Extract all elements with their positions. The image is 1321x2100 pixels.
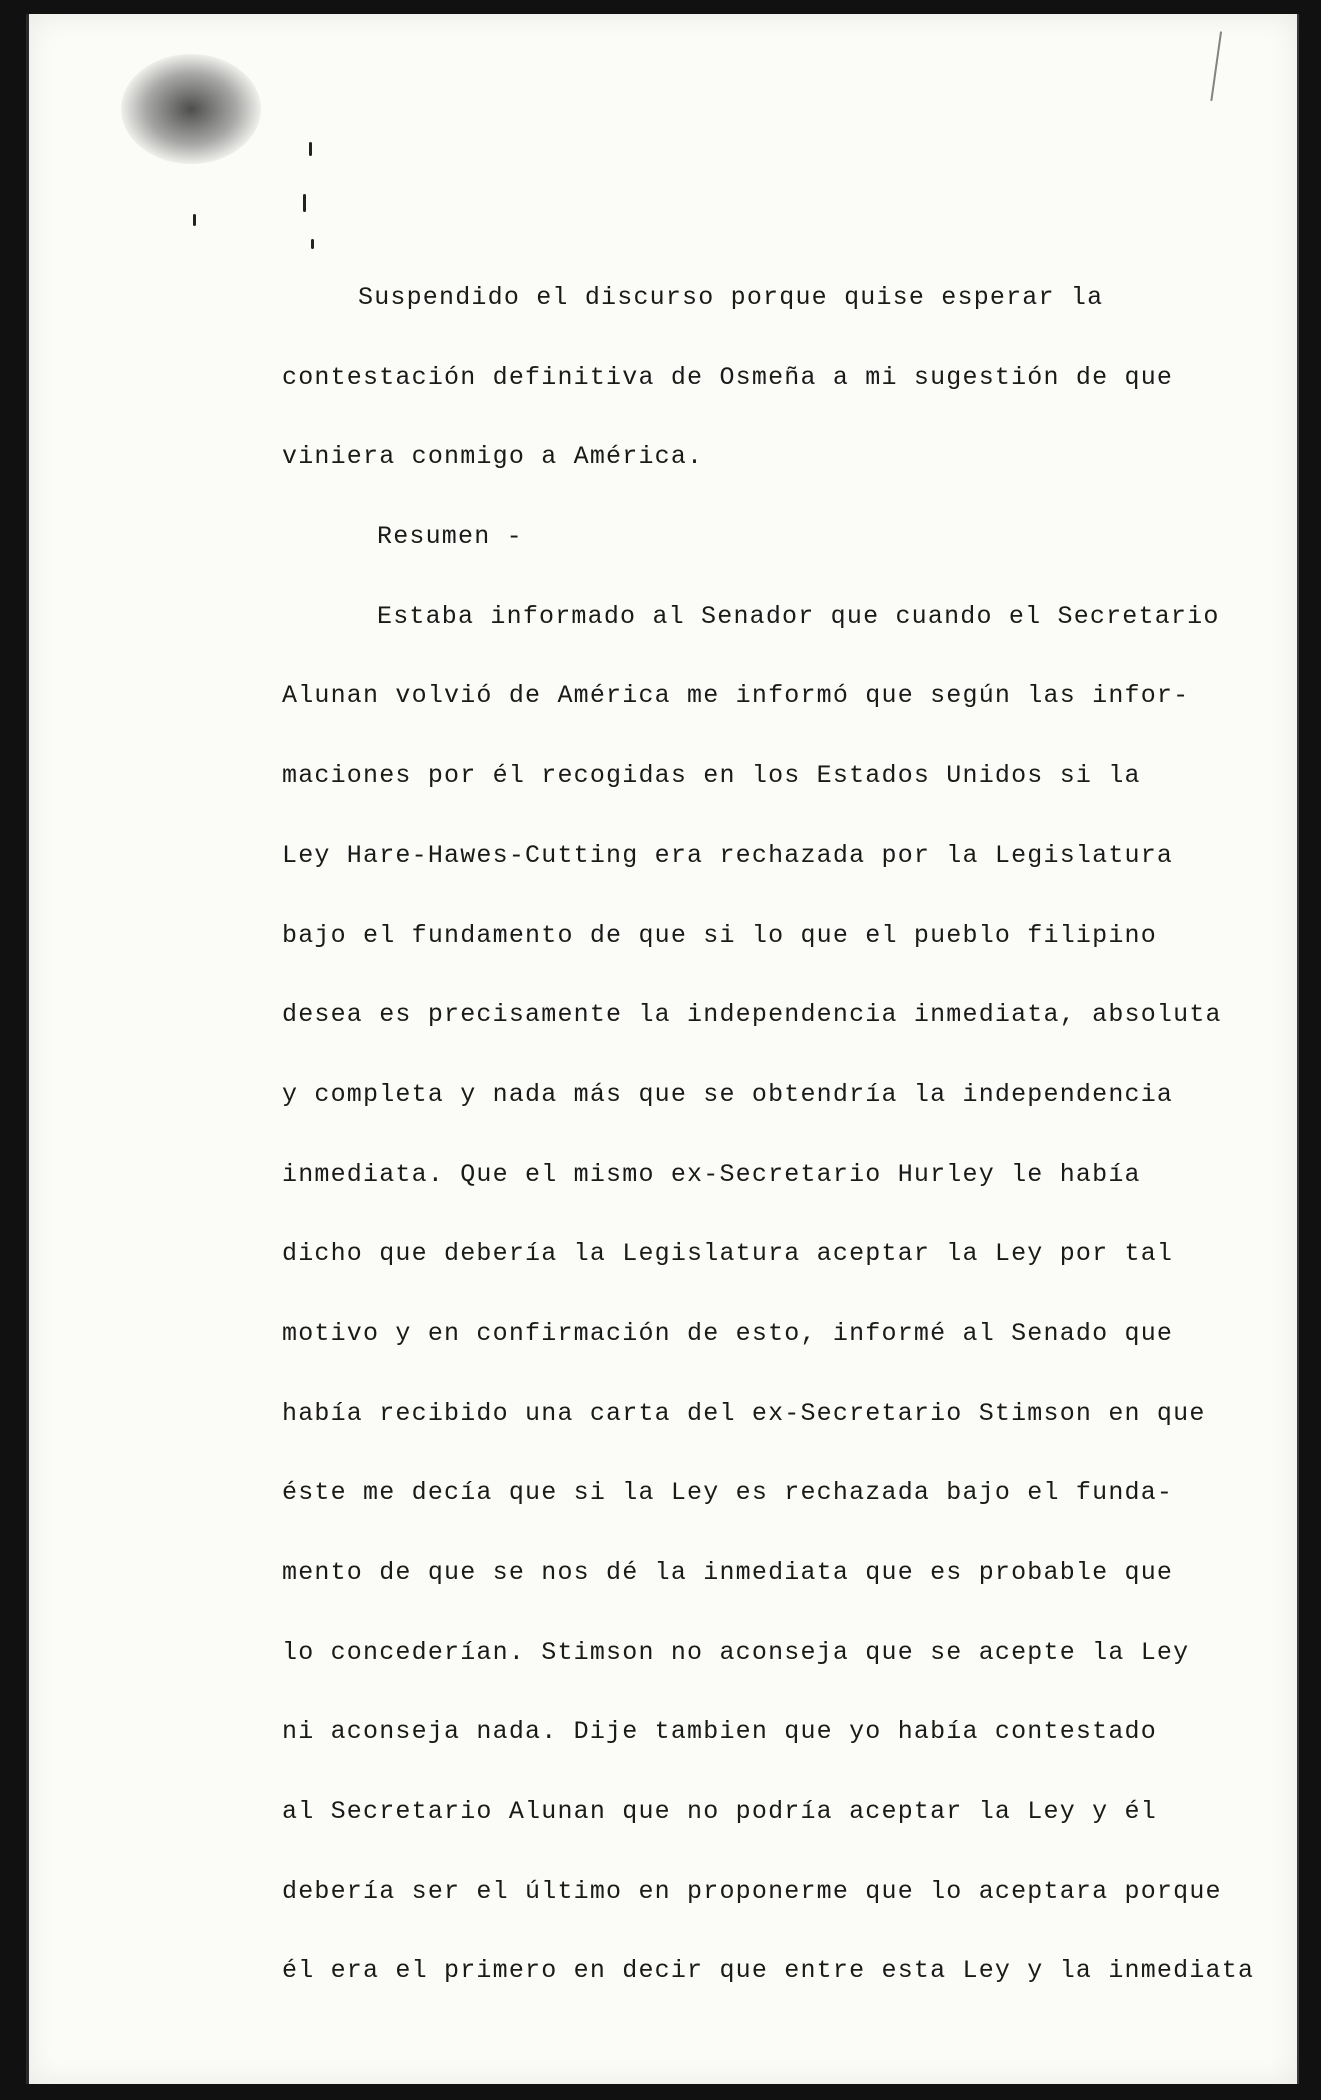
margin-mark: [303, 194, 306, 212]
text-line: Suspendido el discurso porque quise esperar la: [358, 283, 1104, 312]
text-line: al Secretario Alunan que no podría aceptar la Ley y él: [282, 1797, 1157, 1827]
margin-mark: [193, 214, 196, 226]
text-line: bajo el fundamento de que si lo que el pueblo filipino: [282, 920, 1157, 950]
text-line: ni aconseja nada. Dije tambien que yo había contestado: [282, 1717, 1157, 1747]
text-line: él era el primero en decir que entre esta Ley y la inmediata: [282, 1956, 1255, 1986]
text-line: y completa y nada más que se obtendría la independencia: [282, 1079, 1174, 1109]
margin-mark: [309, 142, 312, 156]
typed-text: [282, 278, 1255, 2031]
text-line: contestación definitiva de Osmeña a mi sugestión de que: [282, 362, 1174, 392]
corner-mark: [1210, 31, 1261, 106]
ink-smudge: [121, 54, 261, 164]
text-line: Resumen -: [377, 522, 523, 552]
text-line: maciones por él recogidas en los Estados Unidos si la: [282, 761, 1141, 791]
text-line: debería ser el último en proponerme que lo aceptara porque: [282, 1876, 1222, 1906]
text-line: éste me decía que si la Ley es rechazada bajo el funda-: [282, 1478, 1174, 1508]
text-line: inmediata. Que el mismo ex-Secretario Hurley le había: [282, 1159, 1141, 1189]
margin-mark: [311, 239, 314, 249]
text-line: viniera conmigo a América.: [282, 442, 704, 472]
text-line: Estaba informado al Senador que cuando el Secretario: [377, 601, 1220, 631]
text-line: lo concederían. Stimson no aconseja que se acepte la Ley: [282, 1637, 1190, 1667]
text-line: había recibido una carta del ex-Secretario Stimson en que: [282, 1398, 1206, 1428]
text-line: desea es precisamente la independencia inmediata, absoluta: [282, 1000, 1222, 1030]
text-line: dicho que debería la Legislatura aceptar la Ley por tal: [282, 1239, 1174, 1269]
text-line: Ley Hare-Hawes-Cutting era rechazada por la Legislatura: [282, 840, 1174, 870]
text-line: mento de que se nos dé la inmediata que es probable que: [282, 1558, 1174, 1587]
text-line: Alunan volvió de América me informó que según las infor-: [282, 681, 1190, 711]
text-line: motivo y en confirmación de esto, informé al Senado que: [282, 1318, 1174, 1348]
